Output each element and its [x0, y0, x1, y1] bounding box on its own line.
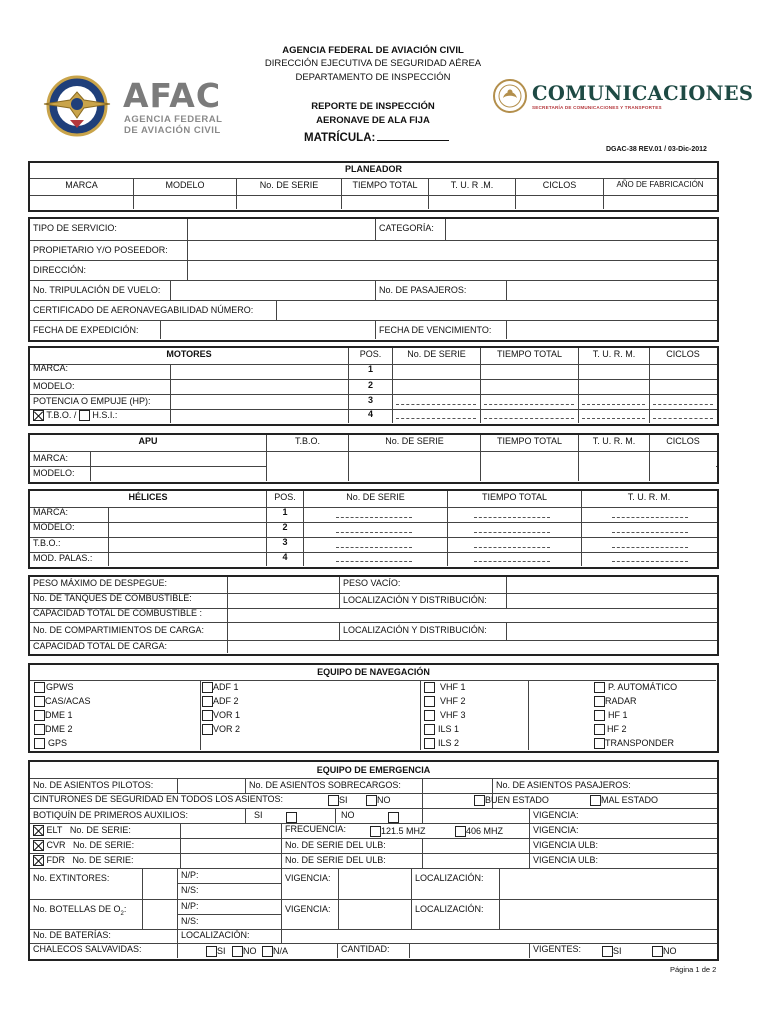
nav-gpws[interactable]: GPWS	[34, 682, 74, 693]
helices-label-palas: MOD. PALAS.:	[33, 553, 93, 563]
input-localizacion-2[interactable]	[506, 623, 716, 640]
apu-input-ciclos[interactable]	[649, 452, 716, 481]
input-localizacion-1[interactable]	[506, 594, 716, 608]
nav-adf2[interactable]: ADF 2	[202, 696, 239, 707]
helices-label-marca: MARCA:	[33, 508, 69, 517]
buen-estado[interactable]: BUEN ESTADO	[474, 795, 549, 806]
helice1-tiempo[interactable]	[447, 508, 581, 522]
label-botellas-vigencia: VIGENCIA:	[281, 900, 338, 929]
row-tipo-servicio	[30, 219, 717, 240]
helices-col-turm: T. U. R. M.	[581, 491, 716, 507]
motor-pos-3: 3	[348, 395, 392, 409]
apu-data-area	[266, 451, 716, 481]
motor1-turm[interactable]	[578, 365, 649, 379]
label-pasajeros: No. DE PASAJEROS:	[375, 281, 506, 300]
mal-estado[interactable]: MAL ESTADO	[590, 795, 658, 806]
motores-title: MOTORES	[166, 349, 212, 359]
input-propietario[interactable]	[187, 241, 716, 260]
input-capacidad-comb[interactable]	[227, 609, 716, 622]
helices-input-palas[interactable]	[108, 553, 266, 566]
motor2-serie[interactable]	[392, 380, 480, 394]
row-botellas	[30, 899, 717, 929]
cinturones-no[interactable]: NO	[366, 795, 391, 806]
freq-406[interactable]: 406 MHZ	[455, 826, 503, 837]
input-botellas[interactable]	[142, 900, 177, 929]
motor1-ciclos[interactable]	[649, 365, 716, 379]
helices-label-tbo: T.B.O.:	[33, 538, 61, 548]
helices-section	[28, 489, 719, 569]
row-botiquin	[30, 808, 717, 823]
nav-ils2[interactable]: ILS 2	[424, 738, 459, 749]
nav-vhf2[interactable]: VHF 2	[424, 696, 466, 707]
afac-seal-icon	[40, 74, 114, 138]
col-ciclos: CICLOS	[515, 179, 603, 195]
helice2-turm[interactable]	[581, 523, 716, 537]
label-direccion: DIRECCIÓN:	[33, 265, 87, 275]
helices-input-tbo[interactable]	[108, 538, 266, 552]
afac-subtitle: AGENCIA FEDERAL DE AVIACIÓN CIVIL	[124, 114, 223, 136]
input-modelo[interactable]	[133, 196, 236, 209]
elt-checkbox[interactable]	[33, 825, 44, 836]
label-baterias-localizacion: LOCALIZACIÓN:	[177, 930, 281, 943]
botellas-np: N/P:	[178, 900, 281, 915]
motor2-ciclos[interactable]	[649, 380, 716, 394]
input-cvr-serie[interactable]	[180, 839, 281, 853]
freq-121[interactable]: 121.5 MHZ	[370, 826, 426, 837]
helice4-tiempo[interactable]	[447, 553, 581, 566]
apu-label-marca: MARCA:	[33, 453, 69, 463]
motor-pos-2: 2	[348, 380, 392, 394]
input-cvr-ulb[interactable]	[422, 839, 529, 853]
row-peso-max	[30, 577, 717, 593]
helice3-serie[interactable]	[303, 538, 447, 552]
col-serie: No. DE SERIE	[236, 179, 341, 195]
chalecos-no[interactable]: NO	[232, 946, 257, 957]
label-botiquin: BOTIQUÍN DE PRIMEROS AUXILIOS:	[33, 810, 189, 820]
label-tripulacion: No. TRIPULACIÓN DE VUELO:	[33, 285, 161, 295]
motores-col-turm: T. U. R. M.	[578, 348, 649, 364]
input-fecha-vencimiento[interactable]	[506, 321, 716, 339]
row-baterias	[30, 929, 717, 943]
apu-col-turm: T. U. R. M.	[578, 435, 649, 451]
input-certificado[interactable]	[276, 301, 716, 320]
helice1-turm[interactable]	[581, 508, 716, 522]
helices-col-tiempo: TIEMPO TOTAL	[447, 491, 581, 507]
helices-header-row	[30, 491, 717, 507]
row-direccion	[30, 260, 717, 280]
label-fdr-ulb: No. DE SERIE DEL ULB:	[281, 854, 422, 868]
input-categoria[interactable]	[445, 219, 716, 240]
comunicaciones-wordmark: COMUNICACIONES	[532, 82, 754, 105]
label-capacidad-carga: CAPACIDAD TOTAL DE CARGA:	[33, 641, 168, 651]
label-extintores-vigencia: VIGENCIA:	[281, 869, 338, 899]
input-extintores[interactable]	[142, 869, 177, 899]
org-line-3: DEPARTAMENTO DE INSPECCIÓN	[295, 72, 451, 83]
apu-input-tbo[interactable]	[266, 452, 348, 481]
pesos-section	[28, 575, 719, 656]
row-fechas	[30, 320, 717, 339]
label-localizacion-1: LOCALIZACIÓN Y DISTRIBUCIÓN:	[339, 594, 506, 608]
apu-input-serie[interactable]	[348, 452, 480, 481]
label-asientos-sobrecargos: No. DE ASIENTOS SOBRECARGOS:	[245, 779, 422, 793]
motores-row-tbo	[30, 409, 717, 423]
document-header	[0, 0, 768, 160]
row-fdr	[30, 853, 717, 868]
apu-col-tiempo: TIEMPO TOTAL	[480, 435, 578, 451]
helices-row-1	[30, 507, 717, 522]
motor4-tiempo[interactable]	[480, 410, 578, 423]
input-pasajeros[interactable]	[506, 281, 716, 300]
input-capacidad-carga[interactable]	[227, 641, 716, 653]
apu-header-row	[30, 435, 717, 451]
motores-tbo-hsi: T.B.O. / H.S.I.:	[30, 410, 170, 423]
row-propietario	[30, 240, 717, 260]
col-modelo: MODELO	[133, 179, 236, 195]
row-tanques	[30, 593, 717, 608]
motores-input-potencia[interactable]	[170, 395, 348, 409]
nav-hf1[interactable]: HF 1	[594, 710, 628, 721]
nav-p-automatico[interactable]: P. AUTOMÁTICO	[594, 682, 677, 693]
input-extintores-vigencia[interactable]	[338, 869, 411, 899]
motores-row-marca	[30, 364, 717, 379]
label-cvr-vigencia-ulb: VIGENCIA ULB:	[529, 839, 716, 853]
motor4-turm[interactable]	[578, 410, 649, 423]
helice4-serie[interactable]	[303, 553, 447, 566]
botiquin-spacer	[422, 809, 529, 823]
input-elt-serie[interactable]	[180, 824, 281, 838]
label-elt-vigencia: VIGENCIA:	[529, 824, 716, 838]
motores-col-tiempo: TIEMPO TOTAL	[480, 348, 578, 364]
label-fecha-expedicion: FECHA DE EXPEDICIÓN:	[33, 325, 139, 335]
botellas-ns: N/S:	[181, 916, 199, 926]
cvr-checkbox[interactable]	[33, 840, 44, 851]
col-anio: AÑO DE FABRICACIÓN	[603, 179, 716, 195]
label-cvr-ulb: No. DE SERIE DEL ULB:	[281, 839, 422, 853]
label-fecha-vencimiento: FECHA DE VENCIMIENTO:	[375, 321, 506, 339]
col-marca: MARCA	[65, 180, 98, 190]
helice1-serie[interactable]	[303, 508, 447, 522]
helice2-tiempo[interactable]	[447, 523, 581, 537]
label-peso-max: PESO MÁXIMO DE DESPEGUE:	[33, 578, 168, 588]
input-tanques[interactable]	[227, 594, 339, 608]
input-anio[interactable]	[603, 196, 716, 209]
input-peso-max[interactable]	[227, 577, 339, 593]
motor2-tiempo[interactable]	[480, 380, 578, 394]
nav-ils1[interactable]: ILS 1	[424, 724, 459, 735]
label-certificado: CERTIFICADO DE AERONAVEGABILIDAD NÚMERO:	[33, 305, 254, 315]
input-direccion[interactable]	[187, 261, 716, 280]
comunicaciones-logo	[492, 78, 754, 118]
extintores-ns: N/S:	[181, 885, 199, 895]
motores-row-modelo	[30, 379, 717, 394]
motores-input-tbo[interactable]	[170, 410, 348, 423]
org-line-1: AGENCIA FEDERAL DE AVIACIÓN CIVIL	[282, 45, 464, 56]
apu-col-tbo: T.B.O.	[266, 435, 348, 451]
label-extintores: No. EXTINTORES:	[33, 873, 110, 883]
helices-title: HÉLICES	[128, 492, 168, 502]
nav-cas-acas[interactable]: CAS/ACAS	[34, 696, 91, 707]
motores-label-potencia: POTENCIA O EMPUJE (HP):	[33, 396, 151, 406]
nav-vhf1[interactable]: VHF 1	[424, 682, 466, 693]
input-turm[interactable]	[428, 196, 515, 209]
label-cinturones: CINTURONES DE SEGURIDAD EN TODOS LOS ASIENTOS:	[33, 794, 284, 804]
input-ciclos[interactable]	[515, 196, 603, 209]
extintores-np: N/P:	[178, 869, 281, 884]
label-propietario: PROPIETARIO Y/O POSEEDOR:	[33, 245, 168, 255]
input-tiempo-total[interactable]	[341, 196, 428, 209]
motor3-serie[interactable]	[392, 395, 480, 409]
label-botiquin-vigencia: VIGENCIA:	[529, 809, 716, 823]
col-turm: T. U. R .M.	[428, 179, 515, 195]
label-botellas-localizacion: LOCALIZACIÓN:	[411, 900, 499, 929]
row-extintores	[30, 868, 717, 899]
report-title: REPORTE DE INSPECCIÓN	[311, 101, 435, 112]
input-asientos-sobrecargos[interactable]	[422, 779, 492, 793]
motor4-serie[interactable]	[392, 410, 480, 423]
input-compartimientos[interactable]	[227, 623, 339, 640]
motor1-tiempo[interactable]	[480, 365, 578, 379]
motores-label-modelo: MODELO:	[33, 381, 75, 391]
nav-dme1[interactable]: DME 1	[34, 710, 73, 721]
nav-vor1[interactable]: VOR 1	[202, 710, 240, 721]
botiquin-si-checkbox[interactable]	[286, 812, 297, 823]
helices-col-serie: No. DE SERIE	[303, 491, 447, 507]
label-asientos-pilotos: No. DE ASIENTOS PILOTOS:	[33, 780, 154, 790]
label-elt: ELT No. DE SERIE:	[30, 824, 180, 838]
input-fdr-ulb[interactable]	[422, 854, 529, 868]
apu-title: APU	[138, 436, 158, 446]
input-extintores-localizacion[interactable]	[499, 869, 716, 899]
nav-transponder[interactable]: TRANSPONDER	[594, 738, 674, 749]
input-peso-vacio[interactable]	[506, 577, 716, 593]
helices-input-marca[interactable]	[108, 508, 266, 522]
label-tanques: No. DE TANQUES DE COMBUSTIBLE:	[33, 594, 192, 603]
input-fecha-expedicion[interactable]	[160, 321, 375, 339]
helices-col-pos: POS.	[266, 491, 303, 507]
label-asientos-pasajeros: No. DE ASIENTOS PASAJEROS:	[492, 779, 716, 793]
motor-pos-1: 1	[348, 365, 392, 379]
document-code: DGAC-38 REV.01 / 03-Dic-2012	[606, 146, 707, 153]
input-chalecos-cantidad[interactable]	[409, 944, 529, 958]
motor3-turm[interactable]	[578, 395, 649, 409]
hsi-checkbox[interactable]	[79, 410, 90, 421]
navegacion-title: EQUIPO DE NAVEGACIÓN	[317, 667, 430, 677]
label-compartimientos: No. DE COMPARTIMIENTOS DE CARGA:	[33, 625, 205, 635]
motores-col-serie: No. DE SERIE	[392, 348, 480, 364]
report-subtitle: AERONAVE DE ALA FIJA	[316, 115, 430, 126]
elt-frecuencia: FRECUENCIA:	[281, 824, 529, 838]
nav-dme2[interactable]: DME 2	[34, 724, 73, 735]
label-fdr-vigencia-ulb: VIGENCIA ULB:	[529, 854, 716, 868]
botiquin-no-checkbox[interactable]	[388, 812, 399, 823]
motor2-turm[interactable]	[578, 380, 649, 394]
helice3-turm[interactable]	[581, 538, 716, 552]
motor4-ciclos[interactable]	[649, 410, 716, 423]
input-botellas-localizacion[interactable]	[499, 900, 716, 929]
motor3-ciclos[interactable]	[649, 395, 716, 409]
chalecos-na[interactable]: N/A	[262, 946, 288, 957]
label-chalecos: CHALECOS SALVAVIDAS:	[33, 944, 142, 954]
botiquin-no: NO	[335, 809, 422, 823]
row-capacidad-carga	[30, 640, 717, 653]
nav-adf1[interactable]: ADF 1	[202, 682, 239, 693]
row-capacidad-comb	[30, 608, 717, 622]
apu-section	[28, 433, 719, 484]
motores-col-pos: POS.	[348, 348, 392, 364]
emergencia-title: EQUIPO DE EMERGENCIA	[316, 765, 431, 775]
helice2-serie[interactable]	[303, 523, 447, 537]
label-categoria: CATEGORÍA:	[375, 219, 445, 240]
motores-label-marca: MARCA:	[33, 363, 69, 373]
botellas-np-ns	[177, 900, 281, 929]
input-tripulacion[interactable]	[170, 281, 375, 300]
nav-vor2[interactable]: VOR 2	[202, 724, 240, 735]
motores-col-ciclos: CICLOS	[649, 348, 716, 364]
matricula-field[interactable]: MATRÍCULA:	[304, 130, 449, 144]
nav-hf2[interactable]: HF 2	[594, 724, 627, 735]
apu-input-tiempo[interactable]	[480, 452, 578, 481]
input-botellas-vigencia[interactable]	[338, 900, 411, 929]
motor1-serie[interactable]	[392, 365, 480, 379]
vigentes-no[interactable]: NO	[652, 946, 677, 957]
vigentes-si[interactable]: SI	[602, 946, 622, 957]
page-number: Página 1 de 2	[670, 965, 717, 974]
input-fdr-serie[interactable]	[180, 854, 281, 868]
navegacion-section	[28, 663, 719, 753]
motor3-tiempo[interactable]	[480, 395, 578, 409]
botiquin-si: SI	[245, 809, 335, 823]
input-asientos-pilotos[interactable]	[177, 779, 245, 793]
afac-wordmark: AFAC	[123, 76, 222, 115]
apu-input-marca[interactable]	[90, 452, 266, 466]
label-baterias: No. DE BATERÍAS:	[33, 930, 111, 940]
sct-subtitle: SECRETARÍA DE COMUNICACIONES Y TRANSPORTES	[532, 105, 662, 110]
helice-pos-4: 4	[266, 553, 303, 566]
chalecos-si[interactable]: SI	[206, 946, 226, 957]
planeador-title: PLANEADOR	[344, 164, 402, 174]
apu-input-turm[interactable]	[578, 452, 649, 481]
emergencia-section	[28, 760, 719, 961]
nav-radar[interactable]: RADAR	[594, 696, 637, 707]
row-certificado	[30, 300, 717, 320]
cinturones-si[interactable]: SI	[328, 795, 348, 806]
row-cvr	[30, 838, 717, 853]
planeador-header-row	[30, 178, 717, 195]
label-tipo-servicio: TIPO DE SERVICIO:	[33, 223, 117, 233]
apu-col-ciclos: CICLOS	[649, 435, 716, 451]
extintores-np-ns	[177, 869, 281, 899]
helice-pos-3: 3	[266, 538, 303, 552]
col-tiempo-total: TIEMPO TOTAL	[341, 179, 428, 195]
input-tipo-servicio[interactable]	[187, 219, 375, 240]
label-extintores-localizacion: LOCALIZACIÓN:	[411, 869, 499, 899]
apu-label-modelo: MODELO:	[33, 468, 75, 478]
helices-input-modelo[interactable]	[108, 523, 266, 537]
motores-input-marca[interactable]	[170, 365, 348, 379]
general-info-section	[28, 217, 719, 342]
helices-row-4	[30, 552, 717, 566]
row-tripulacion	[30, 280, 717, 300]
apu-input-modelo[interactable]	[90, 467, 266, 481]
helice4-turm[interactable]	[581, 553, 716, 566]
helice-pos-1: 1	[266, 508, 303, 522]
label-peso-vacio: PESO VACÍO:	[339, 577, 506, 593]
input-marca[interactable]	[30, 196, 133, 209]
label-chalecos-cantidad: CANTIDAD:	[337, 944, 409, 958]
chalecos-options	[177, 944, 337, 958]
helices-row-3	[30, 537, 717, 552]
label-cvr: CVR No. DE SERIE:	[30, 839, 180, 853]
motores-input-modelo[interactable]	[170, 380, 348, 394]
planeador-section	[28, 161, 719, 212]
row-compartimientos	[30, 622, 717, 640]
input-serie[interactable]	[236, 196, 341, 209]
org-line-2: DIRECCIÓN EJECUTIVA DE SEGURIDAD AÉREA	[264, 58, 482, 69]
label-chalecos-vigentes: VIGENTES:	[529, 944, 716, 958]
motor-pos-4: 4	[348, 410, 392, 423]
nav-vhf3[interactable]: VHF 3	[424, 710, 466, 721]
motores-row-potencia	[30, 394, 717, 409]
nav-gps[interactable]: GPS	[34, 738, 67, 749]
row-asientos	[30, 778, 717, 793]
label-botellas: No. BOTELLAS DE $O_2$:	[33, 904, 127, 917]
label-fdr: FDR No. DE SERIE:	[30, 854, 180, 868]
helices-label-modelo: MODELO:	[33, 523, 75, 532]
helices-row-2	[30, 522, 717, 537]
afac-logo	[40, 74, 240, 144]
label-capacidad-comb: CAPACIDAD TOTAL DE COMBUSTIBLE :	[33, 609, 203, 618]
fdr-checkbox[interactable]	[33, 855, 44, 866]
input-baterias-localizacion[interactable]	[281, 930, 716, 943]
tbo-checkbox[interactable]	[33, 410, 44, 421]
apu-col-serie: No. DE SERIE	[348, 435, 480, 451]
helice-pos-2: 2	[266, 523, 303, 537]
planeador-input-row[interactable]	[30, 195, 717, 209]
motores-section	[28, 346, 719, 426]
helice3-tiempo[interactable]	[447, 538, 581, 552]
label-localizacion-2: LOCALIZACIÓN Y DISTRIBUCIÓN:	[339, 623, 506, 640]
